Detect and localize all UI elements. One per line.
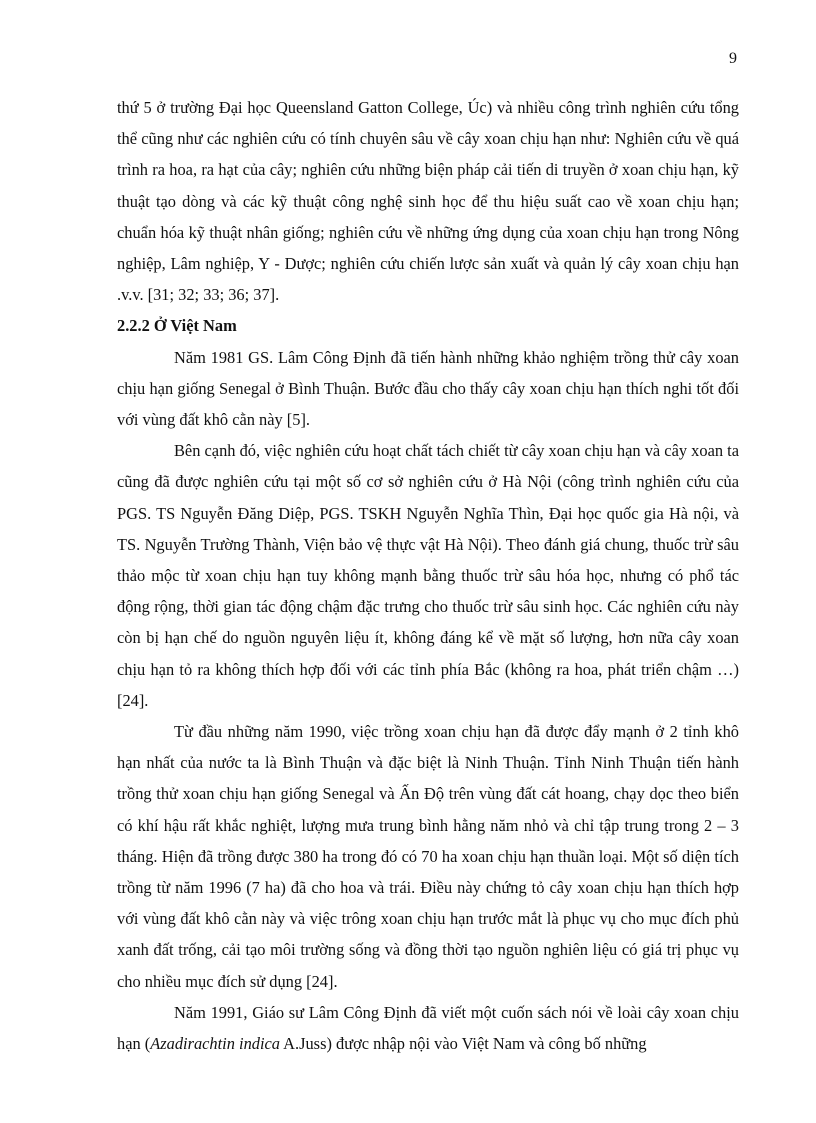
paragraph-2: Bên cạnh đó, việc nghiên cứu hoạt chất tách chiết từ cây xoan chịu hạn và cây xoan ta cũng đã được nghiên cứu tại một số cơ sở nghiên cứu ở Hà Nội (công trình nghiên cứu của PGS. TS Nguyễn Đăng Diệp, PGS. TSKH Nguyễn Nghĩa Thìn, Đại học quốc gia Hà nội, và TS. Nguyễn Trường Thành, Viện bảo vệ thực vật Hà Nội). Theo đánh giá chung, thuốc trừ sâu thảo mộc từ xoan chịu hạn tuy không mạnh bằng thuốc trừ sâu hóa học, nhưng có phổ tác động rộng, thời gian tác động chậm đặc trưng cho thuốc trừ sâu sinh học. Các nghiên cứu này còn bị hạn chế do nguồn nguyên liệu ít, không đáng kể về mặt số lượng, hơn nữa cây xoan chịu hạn tỏ ra không thích hợp đối với các tỉnh phía Bắc (không ra hoa, phát triển chậm …) [24]. — [117, 441, 739, 710]
section-heading: 2.2.2 Ở Việt Nam — [117, 316, 237, 336]
page-number: 9 — [729, 50, 737, 67]
intro-paragraph: thứ 5 ở trường Đại học Queensland Gatton College, Úc) và nhiều công trình nghiên cứu tổng thể cũng như các nghiên cứu có tính chuyên sâu về cây xoan chịu hạn như: Nghiên cứu về quá trình ra hoa, ra hạt của cây; nghiên cứu những biện pháp cải tiến di truyền ở xoan chịu hạn, kỹ thuật tạo dòng và các kỹ thuật công nghệ sinh học để thu hiệu suất cao về xoan chịu hạn; chuẩn hóa kỹ thuật nhân giống; nghiên cứu về những ứng dụng của xoan chịu hạn trong Nông nghiệp, Lâm nghiệp, Y - Dược; nghiên cứu chiến lược sản xuất và quản lý cây xoan chịu hạn .v.v. [31; 32; 33; 36; 37]. — [117, 98, 739, 305]
paragraph-3: Từ đầu những năm 1990, việc trồng xoan chịu hạn đã được đẩy mạnh ở 2 tỉnh khô hạn nhất của nước ta là Bình Thuận và đặc biệt là Ninh Thuận. Tỉnh Ninh Thuận tiến hành trồng thử xoan chịu hạn giống Senegal và Ấn Độ trên vùng đất cát hoang, chạy dọc theo biển có khí hậu rất khắc nghiệt, lượng mưa trung bình hằng năm nhỏ và chỉ tập trung trong 2 – 3 tháng. Hiện đã trồng được 380 ha trong đó có 70 ha xoan chịu hạn thuần loại. Một số diện tích trồng từ năm 1996 (7 ha) đã cho hoa và trái. Điều này chứng tỏ cây xoan chịu hạn thích hợp với vùng đất khô cằn này và việc trông xoan chịu hạn trước mắt là phục vụ cho mục đích phủ xanh đất trống, cải tạo môi trường sống và đồng thời tạo nguồn nghiên liệu có giá trị phục vụ cho nhiều mục đích sử dụng [24]. — [117, 722, 739, 991]
paragraph-4-after: A.Juss) được nhập nội vào Việt Nam và công bố những — [279, 1034, 647, 1054]
species-name: Azadirachtin indica — [150, 1034, 280, 1054]
paragraph-1: Năm 1981 GS. Lâm Công Định đã tiến hành những khảo nghiệm trồng thử cây xoan chịu hạn giống Senegal ở Bình Thuận. Bước đầu cho thấy cây xoan chịu hạn thích nghi tốt đối với vùng đất khô cằn này [5]. — [117, 347, 739, 430]
paragraph-4-before: Năm 1991, Giáo sư Lâm Công Định đã viết một cuốn sách nói về loài cây xoan chịu hạn ( — [117, 1002, 739, 1054]
document-body — [117, 92, 739, 1059]
paragraph-4 — [117, 997, 739, 1059]
